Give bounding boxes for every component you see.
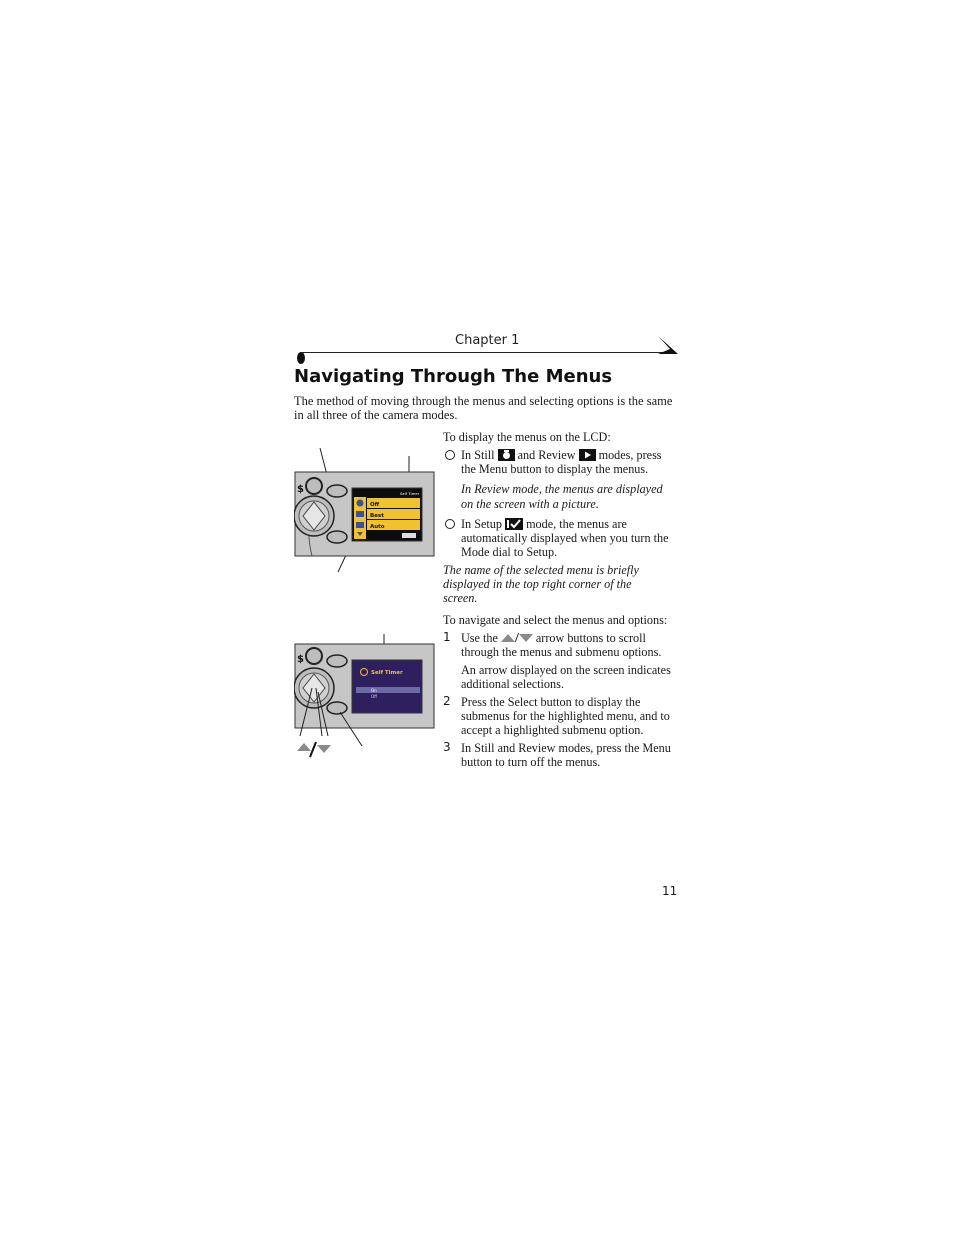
header-rule — [302, 352, 674, 353]
arrow-up-icon — [501, 634, 515, 642]
arrow-up-icon — [297, 743, 311, 751]
display-bullet-2-line3: Mode dial to Setup. — [461, 545, 558, 559]
display-bullet-2: In Setup mode, the menus are — [461, 517, 627, 531]
display-lead: To display the menus on the LCD: — [443, 430, 611, 444]
arrow-down-icon — [317, 745, 331, 753]
camera-icon — [498, 449, 515, 461]
lcd1-item-auto: Auto — [370, 524, 385, 530]
step-3-line1: In Still and Review modes, press the Menu — [461, 741, 671, 755]
lcd1-corner-label: Self Timer — [400, 491, 420, 496]
svg-text:$: $ — [297, 484, 304, 495]
step-2-line2: submenus for the highlighted menu, and to — [461, 709, 670, 723]
svg-text:$: $ — [297, 654, 304, 665]
page-number: 11 — [662, 884, 678, 898]
display-bullet-2-line2: automatically displayed when you turn the — [461, 531, 669, 545]
header-arrow-icon — [656, 336, 678, 356]
step-number: 3 — [443, 740, 451, 754]
review-note-line2: on the screen with a picture. — [461, 497, 599, 511]
bullet-marker — [445, 450, 455, 460]
navigate-lead: To navigate and select the menus and options: — [443, 613, 668, 627]
step-2-line3: accept a highlighted submenu option. — [461, 723, 644, 737]
page-title: Navigating Through The Menus — [294, 366, 613, 387]
intro-paragraph: The method of moving through the menus and selecting options is the same in all three of the camera modes. — [294, 394, 673, 422]
lcd2-option-off: Off — [371, 694, 377, 699]
arrow-down-icon — [519, 634, 533, 642]
step-1-note-line1: An arrow displayed on the screen indicates — [461, 663, 671, 677]
display-bullet-1: In Still and Review modes, press — [461, 448, 662, 462]
lcd2-title: Self Timer — [371, 670, 403, 676]
menu-name-note-line2: displayed in the top right corner of the — [443, 577, 632, 591]
step-number: 2 — [443, 694, 451, 708]
menu-name-note-line3: screen. — [443, 591, 478, 605]
bullet-marker — [445, 519, 455, 529]
camera-figure-menus — [294, 444, 436, 574]
menu-name-note-line1: The name of the selected menu is briefly — [443, 563, 639, 577]
step-1-line2: through the menus and submenu options. — [461, 645, 662, 659]
chapter-label: Chapter 1 — [455, 333, 520, 348]
lcd1-item-best: Best — [370, 513, 384, 519]
header-rule-dot — [297, 352, 305, 364]
setup-icon — [505, 518, 523, 530]
lcd1-item-off: Off — [370, 502, 380, 508]
step-3-line2: button to turn off the menus. — [461, 755, 601, 769]
step-2-line1: Press the Select button to display the — [461, 695, 641, 709]
camera-figure-navigate — [294, 632, 436, 762]
step-1-note-line2: additional selections. — [461, 677, 564, 691]
lcd2-option-on: On — [371, 688, 377, 693]
step-number: 1 — [443, 630, 451, 644]
review-note-line1: In Review mode, the menus are displayed — [461, 482, 663, 496]
review-play-icon — [579, 449, 596, 461]
display-bullet-1-line2: the Menu button to display the menus. — [461, 462, 649, 476]
step-1-line1: Use the / arrow buttons to scroll — [461, 631, 646, 646]
